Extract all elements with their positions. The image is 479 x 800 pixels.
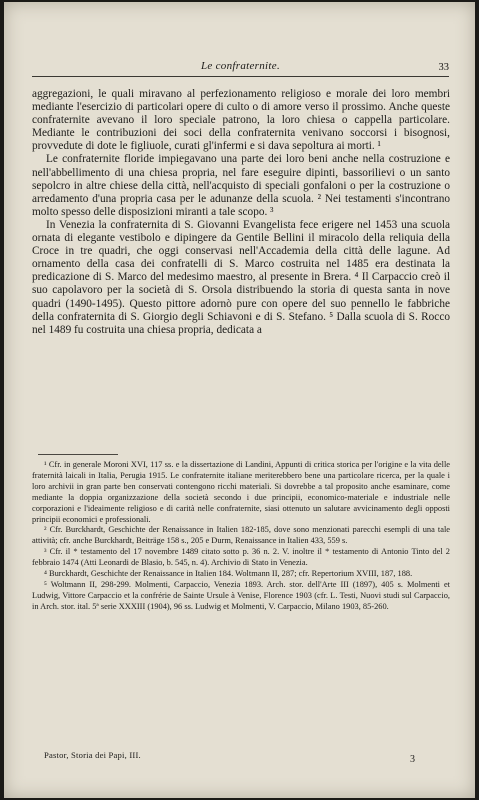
paragraph: In Venezia la confraternita di S. Giovanni Evangelista fece erigere nel 1453 una scuola ornata di elegante vestibolo e dipingere da Gentile Bellini il miracolo della reliquia della Croce in tre quadri, che oggi conservasi nell'Accademia della città delle lagune. Ad ornamento della casa dei confratelli di S. Marco costruita nel 1485 era destinata la predicazione di S. Marco del medesimo maestro, al presente in Brera. ⁴ Il Carpaccio creò il suo capolavoro per la società di S. Orsola distribuendo la storia di questa santa in nove quadri (1490-1495). Questo pittore adornò pure con opere del suo pennello le fabbriche della confraternita di S. Giorgio degli Schiavoni e di S. Stefano. ⁵ Dalla scuola di S. Rocco nel 1489 fu costruita una chiesa propria, dedicata a bbox=[32, 218, 450, 336]
footnote: ⁵ Woltmann II, 298-299. Molmenti, Carpaccio, Venezia 1893. Arch. stor. dell'Arte III (1897), 405 s. Molmenti et Ludwig, Vittore Carpaccio et la confrérie de Sainte Ursule à Venise, Florence 1903 (cfr. L. Testi, Nuovi studi sul Carpaccio, in Arch. stor. ital. 5ª serie XXXIII (1904), 96 ss. Ludwig et Molmenti, V. Carpaccio, Milano 1903, 85-260. bbox=[32, 579, 450, 611]
footnotes bbox=[32, 460, 450, 613]
body-text bbox=[32, 88, 450, 337]
footnote-separator bbox=[38, 454, 118, 455]
paragraph: aggregazioni, le quali miravano al perfezionamento religioso e morale dei loro membri mediante l'esercizio di particolari opere di culto o di amore verso il prossimo. Anche queste confraternite avevano il loro speciale patrono, la loro chiesa o cappella particolare. Mediante le contribuzioni dei soci della confraternita venivano soccorsi i bisognosi, provvedute di dote le figliuole, curati gl'infermi e si dava sepoltura ai morti. ¹ bbox=[32, 88, 450, 153]
page-number: 33 bbox=[438, 62, 449, 73]
footnote: ³ Cfr. il * testamento del 17 novembre 1489 citato sotto p. 36 n. 2. V. inoltre il * testamento di Antonio Tinto del 2 febbraio 1474 (Atti Leonardi de Blasio, b. 545, n. 4). Archivio di Stato in Venezia. bbox=[32, 547, 450, 568]
footnote: ² Cfr. Burckhardt, Geschichte der Renaissance in Italien 182-185, dove sono menzionati parecchi esempli di una tale attività; cfr. anche Burckhardt, Beiträge 158 s., 205 e Durm, Renaissance in Italien 433, 559 s. bbox=[32, 525, 450, 546]
signature-mark: 3 bbox=[410, 754, 415, 765]
running-header bbox=[32, 60, 449, 77]
paragraph: Le confraternite floride impiegavano una parte dei loro beni anche nella costruzione e nell'abbellimento di una chiesa propria, nel fare eseguire dipinti, bassorilievi o un santo sepolcro in altre chiese della città, nell'acquisto di speciali gonfaloni o per la costruzione o arredamento d'una propria casa per le adunanze della scuola. ² Nei testamenti s'incontrano molto spesso delle disposizioni miranti a tale scopo. ³ bbox=[32, 153, 450, 218]
footnote: ¹ Cfr. in generale Moroni XVI, 117 ss. e la dissertazione di Landini, Appunti di critica storica per l'origine e la vita delle fraternità laicali in Italia, Perugia 1915. Le confraternite italiane meriterebbero bene una particolare ricerca, per la quale i loro archivii in gran parte ben conservati contengono ricchi materiali. Si dovrebbe a tal proposito anche esaminare, come mediante la doppia organizzazione della società secondo i due principii, economico-materiale e industriale nelle corporazioni e l'ideaimente religioso e di carità nelle confraternite, siasi ottenuto un salutare avvicinamento degli opposti principii economici e professionali. bbox=[32, 460, 450, 524]
book-page bbox=[4, 2, 475, 798]
footnote: ⁴ Burckhardt, Geschichte der Renaissance in Italien 184. Woltmann II, 287; cfr. Repertorium XVIII, 187, 188. bbox=[44, 569, 413, 579]
book-source-line: Pastor, Storia dei Papi, III. bbox=[44, 750, 141, 760]
running-title: Le confraternite. bbox=[200, 60, 281, 72]
